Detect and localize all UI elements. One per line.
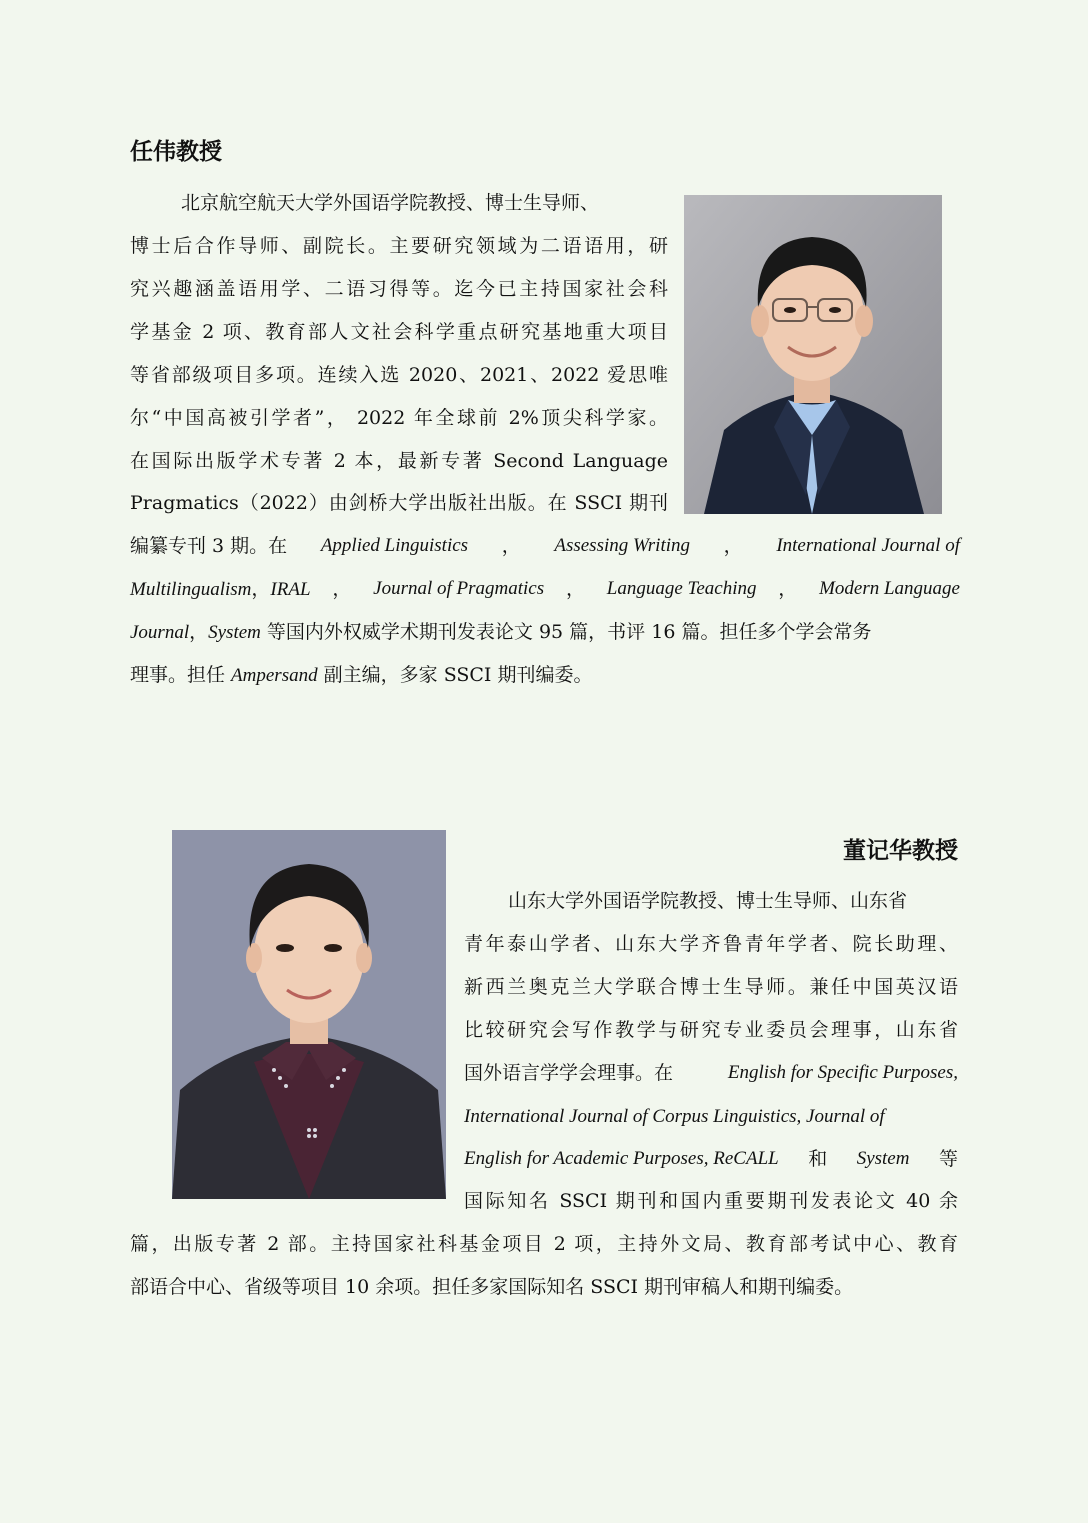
profile2-line-1: 山东大学外国语学院教授、博士生导师、山东省 <box>508 890 908 912</box>
journal-title: System <box>208 622 261 643</box>
profile-name-dong-jihua: 董记华教授 <box>843 838 958 864</box>
profile2-line-5 <box>464 1061 958 1085</box>
profile2-line-2: 青年泰山学者、山东大学齐鲁青年学者、院长助理、 <box>464 933 958 955</box>
journal-title: Applied Linguistics <box>320 535 469 556</box>
text: ， <box>251 578 271 600</box>
journal-title: Journal <box>130 622 190 643</box>
text: 理事。担任 <box>130 664 232 686</box>
profile1-line-10 <box>130 577 960 602</box>
journal-title: IRAL <box>270 579 311 600</box>
profile1-line-2: 博士后合作导师、副院长。主要研究领域为二语语用，研 <box>130 235 668 257</box>
text: ， <box>189 621 209 643</box>
journal-title: Ampersand <box>231 665 318 686</box>
profile1-line-4: 学基金 2 项、教育部人文社会科学重点研究基地重大项目 <box>130 321 668 343</box>
profile1-line-11 <box>130 620 871 645</box>
profile2-line-8: 国际知名 SSCI 期刊和国内重要期刊发表论文 40 余 <box>464 1190 958 1212</box>
journal-title: Language Teaching <box>606 578 757 599</box>
profile2-line-6 <box>464 1104 958 1129</box>
profile2-line-10: 部语合中心、省级等项目 10 余项。担任多家国际知名 SSCI 期刊审稿人和期刊编委。 <box>130 1276 854 1298</box>
profile1-line-3: 究兴趣涵盖语用学、二语习得等。迄今已主持国家社会科 <box>130 278 668 300</box>
text: ， <box>501 535 521 557</box>
journal-title: English for Academic Purposes, ReCALL <box>464 1148 779 1169</box>
profile1-line-9 <box>130 534 960 558</box>
text: ， <box>332 578 352 600</box>
profile1-line-1: 北京航空航天大学外国语学院教授、博士生导师、 <box>181 192 600 214</box>
profile1-line-12 <box>130 663 592 688</box>
journal-title: English for Specific Purposes, <box>727 1062 958 1083</box>
text: 副主编，多家 SSCI 期刊编委。 <box>317 664 593 686</box>
profile1-line-5: 等省部级项目多项。连续入选 2020、2021、2022 爱思唯 <box>130 364 668 386</box>
journal-title: Assessing Writing <box>554 535 691 556</box>
male-professor-portrait-icon <box>684 195 942 514</box>
text: ， <box>723 535 743 557</box>
text: 国外语言学学会理事。在 <box>464 1062 674 1084</box>
profile2-line-3: 新西兰奥克兰大学联合博士生导师。兼任中国英汉语 <box>464 976 958 998</box>
profile1-line-6: 尔“中国高被引学者”， 2022 年全球前 2%顶尖科学家。 <box>130 407 668 429</box>
text: 等 <box>938 1148 958 1170</box>
profile2-line-7 <box>464 1147 958 1171</box>
journal-title: International Journal of Corpus Linguistics, Journal of <box>464 1106 885 1127</box>
profile2-line-9: 篇，出版专著 2 部。主持国家社科基金项目 2 项，主持外文局、教育部考试中心、教育 <box>130 1233 958 1255</box>
profile1-line-8: Pragmatics（2022）由剑桥大学出版社出版。在 SSCI 期刊 <box>130 492 668 514</box>
profile-name-ren-wei: 任伟教授 <box>130 139 222 165</box>
text: 和 <box>808 1148 828 1170</box>
female-professor-portrait-icon <box>172 830 446 1199</box>
text: ， <box>778 578 798 600</box>
profile1-line-7: 在国际出版学术专著 2 本，最新专著 Second Language <box>130 450 668 472</box>
journal-title: Multilingualism <box>130 579 252 600</box>
journal-title: System <box>856 1148 910 1169</box>
text: 编纂专刊 3 期。在 <box>130 535 288 557</box>
journal-title: International Journal of <box>776 535 960 556</box>
journal-title: Journal of Pragmatics <box>373 578 545 599</box>
journal-title: Modern Language <box>819 578 960 599</box>
text: ， <box>565 578 585 600</box>
profile2-line-4: 比较研究会写作教学与研究专业委员会理事，山东省 <box>464 1019 958 1041</box>
text: 等国内外权威学术期刊发表论文 95 篇，书评 16 篇。担任多个学会常务 <box>260 621 872 643</box>
